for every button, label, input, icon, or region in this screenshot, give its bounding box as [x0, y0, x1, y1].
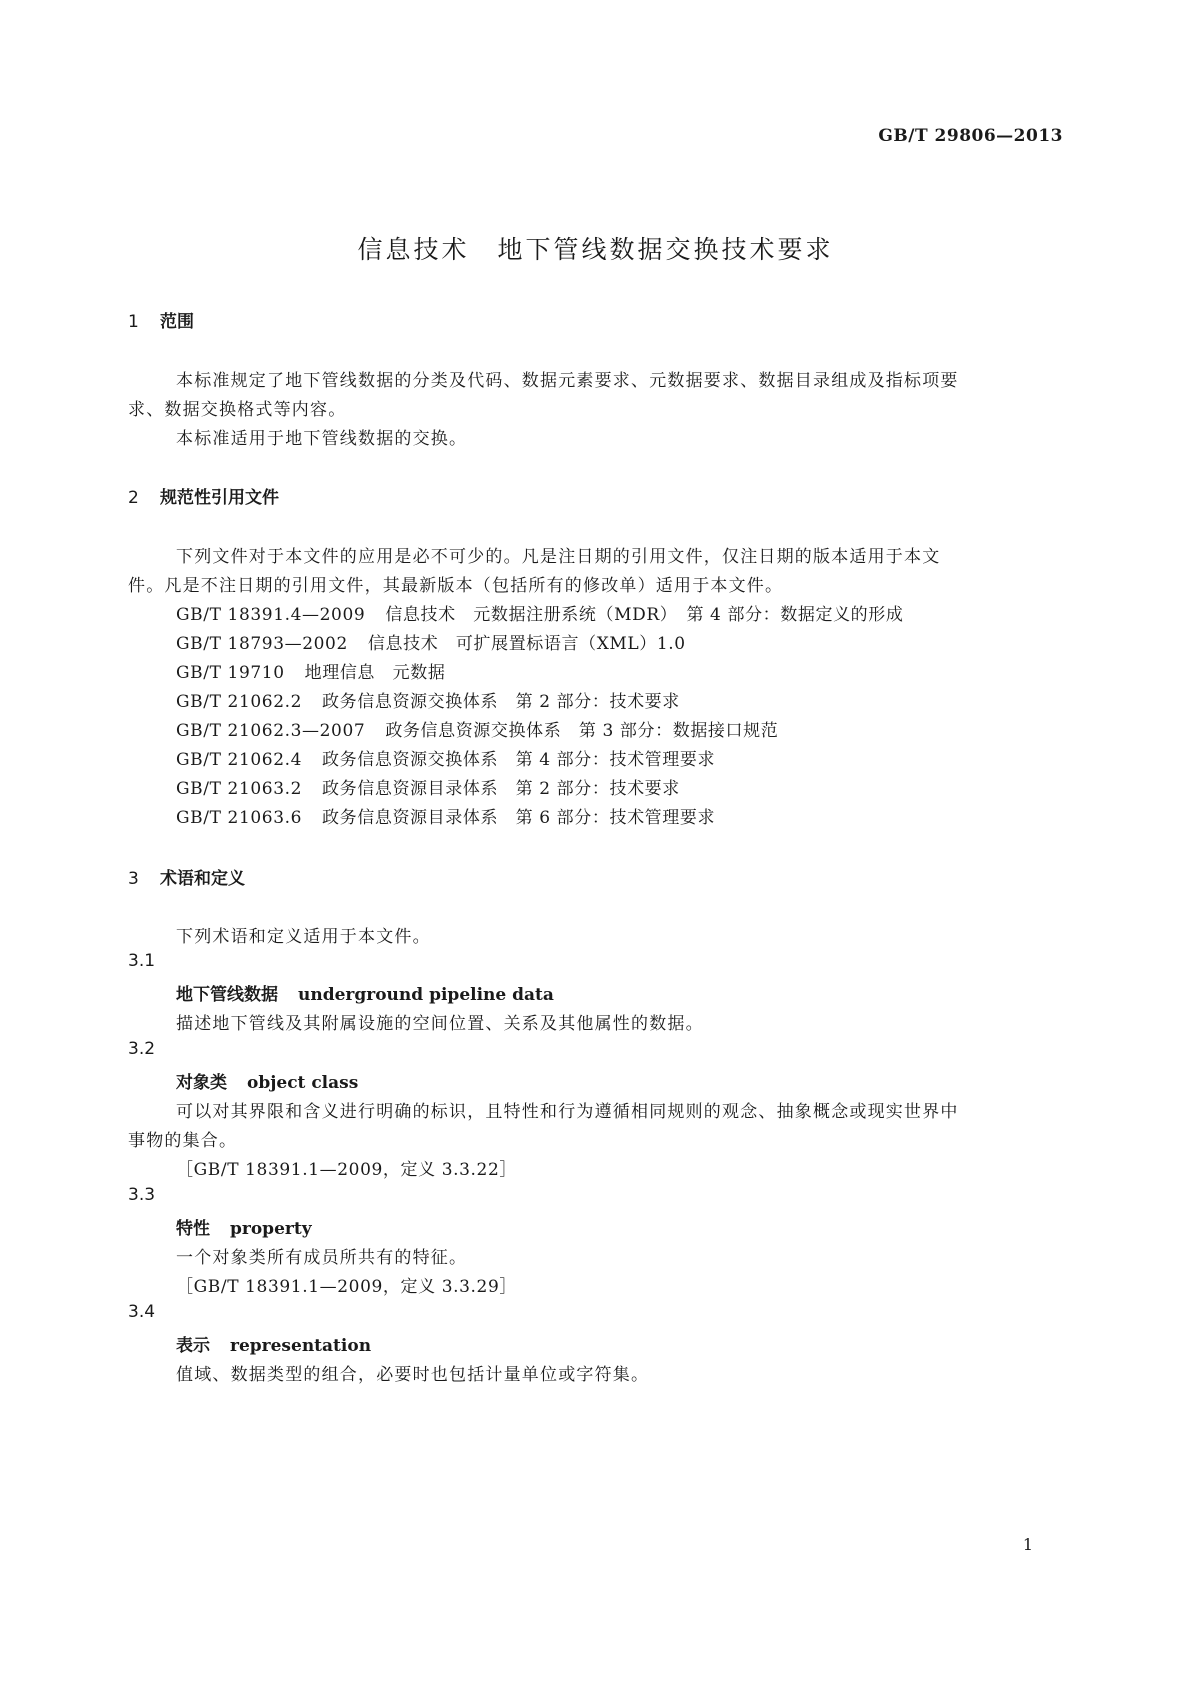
- term-name-en: underground pipeline data: [298, 985, 554, 1005]
- page-number: 1: [1022, 1535, 1033, 1554]
- reference-title: 信息技术 元数据注册系统（MDR） 第 4 部分：数据定义的形成: [385, 605, 904, 625]
- reference-code: GB/T 21062.3—2007: [176, 721, 366, 741]
- document-title: 信息技术 地下管线数据交换技术要求: [357, 235, 834, 264]
- section-3-title: 术语和定义: [160, 869, 245, 889]
- reference-title: 信息技术 可扩展置标语言（XML）1.0: [367, 634, 686, 654]
- term-name-zh: 地下管线数据: [176, 985, 278, 1005]
- term-name: [176, 1331, 371, 1356]
- section-3-heading: [128, 864, 245, 889]
- term-name-zh: 对象类: [176, 1073, 227, 1093]
- term-definition-line-2: 事物的集合。: [128, 1131, 238, 1151]
- term-name-en: property: [230, 1219, 312, 1239]
- section-2-paragraph-line-2: 件。凡是不注日期的引用文件，其最新版本（包括所有的修改单）适用于本文件。: [128, 576, 784, 596]
- reference-title: 政务信息资源目录体系 第 2 部分：技术要求: [322, 779, 680, 799]
- reference-code: GB/T 18793—2002: [176, 634, 348, 654]
- section-1-paragraph-1-line-2: 求、数据交换格式等内容。: [128, 400, 347, 420]
- term-name-en: object class: [247, 1073, 359, 1093]
- section-3-intro: 下列术语和定义适用于本文件。: [176, 927, 431, 947]
- reference-item: [176, 687, 680, 712]
- reference-title: 政务信息资源交换体系 第 4 部分：技术管理要求: [322, 750, 716, 770]
- reference-code: GB/T 21062.2: [176, 692, 303, 712]
- term-name: [176, 1214, 312, 1239]
- term-definition-line-1: 可以对其界限和含义进行明确的标识，且特性和行为遵循相同规则的观念、抽象概念或现实世界中: [176, 1102, 959, 1122]
- section-2-paragraph-line-1: 下列文件对于本文件的应用是必不可少的。凡是注日期的引用文件，仅注日期的版本适用于本文: [176, 547, 941, 567]
- standard-number: GB/T 29806—2013: [878, 126, 1063, 146]
- term-source: ［GB/T 18391.1—2009，定义 3.3.29］: [176, 1277, 517, 1297]
- reference-item: [176, 716, 778, 741]
- reference-title: 政务信息资源目录体系 第 6 部分：技术管理要求: [322, 808, 716, 828]
- reference-item: [176, 803, 715, 828]
- term-name: [176, 980, 554, 1005]
- reference-item: [176, 658, 445, 683]
- reference-code: GB/T 18391.4—2009: [176, 605, 366, 625]
- reference-item: [176, 600, 903, 625]
- term-definition: 描述地下管线及其附属设施的空间位置、关系及其他属性的数据。: [176, 1014, 704, 1034]
- term-definition: 一个对象类所有成员所共有的特征。: [176, 1248, 468, 1268]
- reference-title: 地理信息 元数据: [304, 663, 446, 683]
- reference-code: GB/T 21063.2: [176, 779, 303, 799]
- term-name-zh: 表示: [176, 1336, 210, 1356]
- term-number: 3.3: [128, 1185, 156, 1205]
- term-name-en: representation: [230, 1336, 372, 1356]
- term-name-zh: 特性: [176, 1219, 210, 1239]
- reference-title: 政务信息资源交换体系 第 2 部分：技术要求: [322, 692, 680, 712]
- section-1-heading: [128, 307, 194, 332]
- reference-item: [176, 629, 686, 654]
- reference-item: [176, 774, 680, 799]
- reference-code: GB/T 21063.6: [176, 808, 303, 828]
- section-1-number: 1: [128, 312, 139, 332]
- term-number: 3.2: [128, 1039, 156, 1059]
- section-2-title: 规范性引用文件: [160, 488, 279, 508]
- section-3-number: 3: [128, 869, 139, 889]
- section-2-heading: [128, 483, 279, 508]
- term-number: 3.1: [128, 951, 156, 971]
- reference-item: [176, 745, 715, 770]
- section-2-number: 2: [128, 488, 139, 508]
- reference-code: GB/T 19710: [176, 663, 285, 683]
- term-definition: 值域、数据类型的组合，必要时也包括计量单位或字符集。: [176, 1365, 650, 1385]
- term-source: ［GB/T 18391.1—2009，定义 3.3.22］: [176, 1160, 517, 1180]
- reference-title: 政务信息资源交换体系 第 3 部分：数据接口规范: [385, 721, 779, 741]
- section-1-title: 范围: [160, 312, 194, 332]
- term-number: 3.4: [128, 1302, 156, 1322]
- section-1-paragraph-1-line-1: 本标准规定了地下管线数据的分类及代码、数据元素要求、元数据要求、数据目录组成及指标项要: [176, 371, 959, 391]
- section-1-paragraph-2: 本标准适用于地下管线数据的交换。: [176, 429, 468, 449]
- term-name: [176, 1068, 358, 1093]
- reference-code: GB/T 21062.4: [176, 750, 303, 770]
